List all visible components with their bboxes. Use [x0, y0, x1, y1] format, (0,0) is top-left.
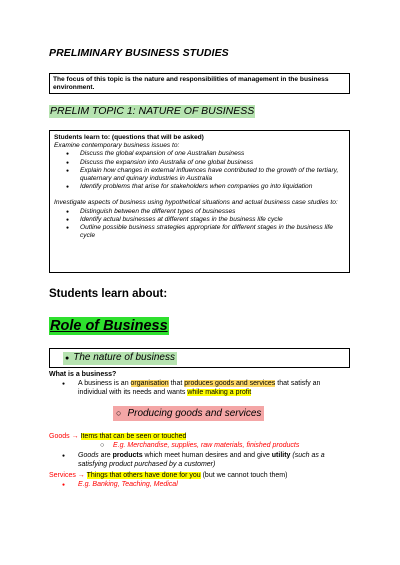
list-item: ● Explain how changes in external influences have contributed to the growth of the tertiary, quaternary and quinary industries in Australia: [80, 167, 345, 183]
arrow-icon: →: [77, 472, 85, 479]
bullet-icon: ●: [62, 482, 66, 488]
products-word: products: [112, 452, 143, 459]
services-definition: [49, 471, 287, 480]
learn-to-box: [49, 130, 350, 273]
text: which meet human desires and and give: [142, 452, 272, 459]
learn-to-heading: Students learn to: (questions that will be asked): [54, 134, 204, 141]
def-organisation: organisation: [130, 380, 169, 387]
business-definition: [78, 379, 348, 397]
def-produces: produces goods and services: [184, 380, 276, 387]
investigate-list: [54, 208, 345, 241]
page-title: PRELIMINARY BUSINESS STUDIES: [49, 47, 229, 59]
utility-word: utility: [271, 452, 291, 459]
list-item: ● Outline possible business strategies appropriate for different stages in the business life cycle: [80, 224, 345, 240]
goods-word: Goods: [78, 452, 99, 459]
role-of-business-heading: Role of Business: [50, 318, 168, 334]
investigate-intro: Investigate aspects of business using hypothetical situations and actual business case studies to:: [54, 199, 338, 207]
circle-bullet-icon: ○: [116, 408, 122, 418]
goods-explanation: [78, 451, 350, 469]
text: (such as a satisfying product purchased by a customer): [78, 452, 325, 468]
list-item: ● Distinguish between the different types of businesses: [80, 208, 345, 216]
goods-def: Items that can be seen or touched: [80, 433, 187, 440]
services-label: Services: [49, 472, 76, 479]
def-profit: while making a profit: [187, 389, 252, 396]
services-def: Things that others have done for you: [86, 472, 201, 479]
services-example: E.g. Banking, Teaching, Medical: [78, 481, 178, 488]
list-item: ● Identify problems that arise for stakeholders when companies go into liquidation: [80, 183, 345, 191]
examine-list: [54, 150, 345, 191]
def-text: that satisfy an individual with its needs and wants: [78, 380, 321, 396]
nature-of-business-box: [49, 348, 350, 368]
topic-heading: PRELIM TOPIC 1: NATURE OF BUSINESS: [50, 105, 255, 117]
bullet-icon: ●: [62, 453, 66, 459]
goods-label: Goods: [49, 433, 70, 440]
bullet-icon: ●: [65, 355, 70, 362]
goods-example: E.g. Merchandise, supplies, raw materials, finished products: [113, 442, 300, 449]
nature-of-business-heading: [63, 352, 177, 365]
nature-label: The nature of business: [73, 352, 175, 363]
circle-bullet-icon: ○: [100, 442, 105, 449]
def-text: that: [168, 380, 185, 387]
list-item: ● Discuss the expansion into Australia of one global business: [80, 159, 345, 167]
services-note: (but we cannot touch them): [200, 472, 288, 479]
focus-text: The focus of this topic is the nature and responsibilities of management in the business environment.: [53, 76, 329, 91]
bullet-icon: ●: [62, 381, 66, 387]
what-is-business-question: What is a business?: [49, 371, 117, 378]
producing-label: Producing goods and services: [127, 408, 262, 419]
students-learn-about-heading: Students learn about:: [49, 288, 168, 300]
list-item: ● Identify actual businesses at different stages in the business life cycle: [80, 216, 345, 224]
def-text: A business is an: [78, 380, 131, 387]
examine-intro: Examine contemporary business issues to:: [54, 142, 180, 150]
focus-box: [49, 73, 350, 94]
text: are: [98, 452, 113, 459]
arrow-icon: →: [71, 433, 79, 440]
list-item: ● Discuss the global expansion of one Australian business: [80, 150, 345, 158]
producing-goods-heading: [113, 406, 264, 421]
goods-definition: [49, 432, 186, 441]
